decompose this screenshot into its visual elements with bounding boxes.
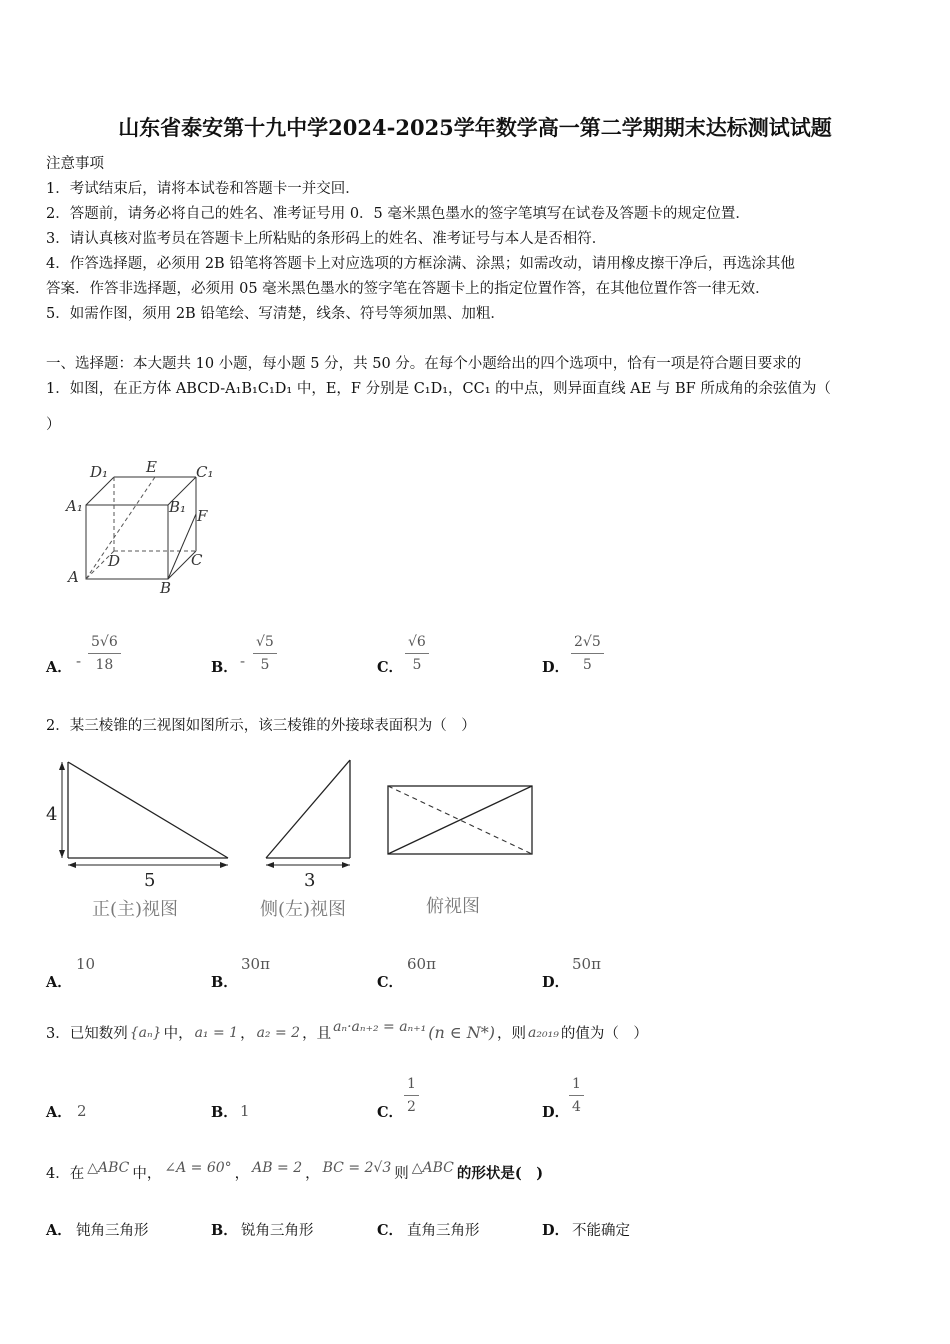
question-1-text: 1．如图，在正方体 ABCD-A₁B₁C₁D₁ 中，E，F 分别是 C₁D₁，CC₁ 的中点，则异面直线 AE 与 BF 所成角的余弦值为（ [46,381,831,397]
q2-option-b-value: 30π [241,955,270,973]
label-B1: B₁ [169,498,187,516]
three-views-figure [40,752,560,932]
q1-option-d-label[interactable]: D． [542,659,570,676]
label-D1: D₁ [90,463,109,481]
note-item: 1．考试结束后，请将本试卷和答题卡一并交回． [46,181,360,197]
q4-option-c-label[interactable]: C． [377,1222,404,1239]
q3-relation: aₙ·aₙ₊₂ = aₙ₊₁ [333,1018,427,1035]
section-heading: 一、选择题：本大题共 10 小题，每小题 5 分，共 50 分。在每个小题给出的四个选项中，恰有一项是符合题目要求的 [46,356,802,372]
q3-prefix: 3．已知数列 [46,1026,128,1042]
q2-option-d-value: 50π [572,955,601,973]
q2-option-a-label[interactable]: A． [46,974,72,991]
q3-sep1: ， [240,1026,255,1042]
q4-option-d-label[interactable]: D． [542,1222,570,1239]
q3-suffix: 的值为（ ） [560,1026,648,1042]
note-item: 答案．作答非选择题，必须用 05 毫米黑色墨水的签字笔在答题卡上的指定位置作答，在其他位置作答一律无效． [46,281,770,297]
q2-option-a-value: 10 [76,955,96,973]
question-2-text: 2．某三棱锥的三视图如图所示，该三棱锥的外接球表面积为（ ） [46,718,476,734]
q4-option-b-value: 锐角三角形 [241,1223,314,1239]
q3-mid1: 中， [163,1026,193,1042]
label-D: D [108,552,121,570]
q3-target: a₂₀₁₉ [528,1024,559,1041]
q4-angle: ∠A = 60° [164,1159,232,1176]
q3-option-d-value: $\frac{1}{4}$ [569,1074,584,1118]
q3-sequence: {aₙ} [129,1024,162,1041]
q4-mid1: 中， [132,1166,162,1182]
label-B: B [160,579,172,597]
q1-option-b-sign: - [240,652,246,670]
q2-option-c-label[interactable]: C． [377,974,404,991]
q3-option-c-label[interactable]: C． [377,1104,404,1121]
q1-option-a-value: $\frac{5√6}{18}$ [88,632,121,676]
label-F: F [197,507,208,525]
dim-front-width: 5 [144,870,156,891]
label-A1: A₁ [66,497,83,515]
q4-ab: AB = 2 [252,1159,303,1176]
q3-option-a-value: 2 [77,1102,87,1120]
q1-option-b-value: $\frac{√5}{5}$ [253,632,277,676]
q4-triangle-2: △ABC [411,1159,454,1176]
q4-suffix: 的形状是( ) [456,1165,544,1182]
question-4-text [46,1159,544,1183]
q2-option-d-label[interactable]: D． [542,974,570,991]
q4-option-a-label[interactable]: A． [46,1222,72,1239]
q1-option-c-value: $\frac{√6}{5}$ [405,632,429,676]
side-view-label: 侧(左)视图 [260,899,347,920]
q4-sep2: ， [305,1166,320,1182]
q3-mid3: ，则 [497,1026,527,1042]
label-A: A [68,568,79,586]
front-view-label: 正(主)视图 [92,899,179,920]
q4-mid2: 则 [394,1166,409,1182]
q1-option-d-value: $\frac{2√5}{5}$ [571,632,604,676]
notes-heading: 注意事项 [46,156,104,172]
q4-option-a-value: 钝角三角形 [76,1223,149,1239]
q1-option-b-label[interactable]: B． [211,659,238,676]
q2-option-c-value: 60π [407,955,436,973]
label-C: C [191,551,203,569]
dim-side-width: 3 [304,870,316,891]
q3-a1: a₁ = 1 [194,1024,239,1041]
page-title: 山东省泰安第十九中学2024-2025学年数学高一第二学期期末达标测试试题 [118,115,832,140]
q4-sep1: ， [234,1166,250,1182]
q4-option-b-label[interactable]: B． [211,1222,238,1239]
q3-option-c-value: $\frac{1}{2}$ [404,1074,419,1118]
q3-option-b-value: 1 [240,1102,250,1120]
cube-figure [60,455,230,600]
question-1-text-end: ） [46,417,61,433]
q4-triangle: △ABC [87,1159,130,1176]
q1-option-c-label[interactable]: C． [377,659,404,676]
q3-mid2: ，且 [302,1026,332,1042]
q3-domain: (n ∈ N*) [428,1023,496,1042]
q1-option-a-label[interactable]: A． [46,659,72,676]
q2-option-b-label[interactable]: B． [211,974,238,991]
note-item: 4．作答选择题，必须用 2B 铅笔将答题卡上对应选项的方框涂满、涂黑；如需改动，请用橡皮擦干净后，再选涂其他 [46,256,795,272]
dim-height: 4 [46,804,58,825]
q1-option-a-sign: - [76,652,82,670]
note-item: 3．请认真核对监考员在答题卡上所粘贴的条形码上的姓名、准考证号与本人是否相符． [46,231,607,247]
label-C1: C₁ [196,463,214,481]
q4-prefix: 4．在 [46,1166,85,1182]
q4-bc: BC = 2√3 [322,1159,392,1176]
top-view-label: 俯视图 [426,896,480,917]
q4-option-c-value: 直角三角形 [407,1223,480,1239]
q3-a2: a₂ = 2 [256,1024,301,1041]
question-3-text [46,1018,648,1043]
q3-option-d-label[interactable]: D． [542,1104,570,1121]
note-item: 2．答题前，请务必将自己的姓名、准考证号用 0．5 毫米黑色墨水的签字笔填写在试卷及答题卡的规定位置． [46,206,750,222]
q3-option-b-label[interactable]: B． [211,1104,238,1121]
q4-option-d-value: 不能确定 [572,1223,630,1239]
label-E: E [146,458,157,476]
q3-option-a-label[interactable]: A． [46,1104,72,1121]
note-item: 5．如需作图，须用 2B 铅笔绘、写清楚，线条、符号等须加黑、加粗． [46,306,505,322]
